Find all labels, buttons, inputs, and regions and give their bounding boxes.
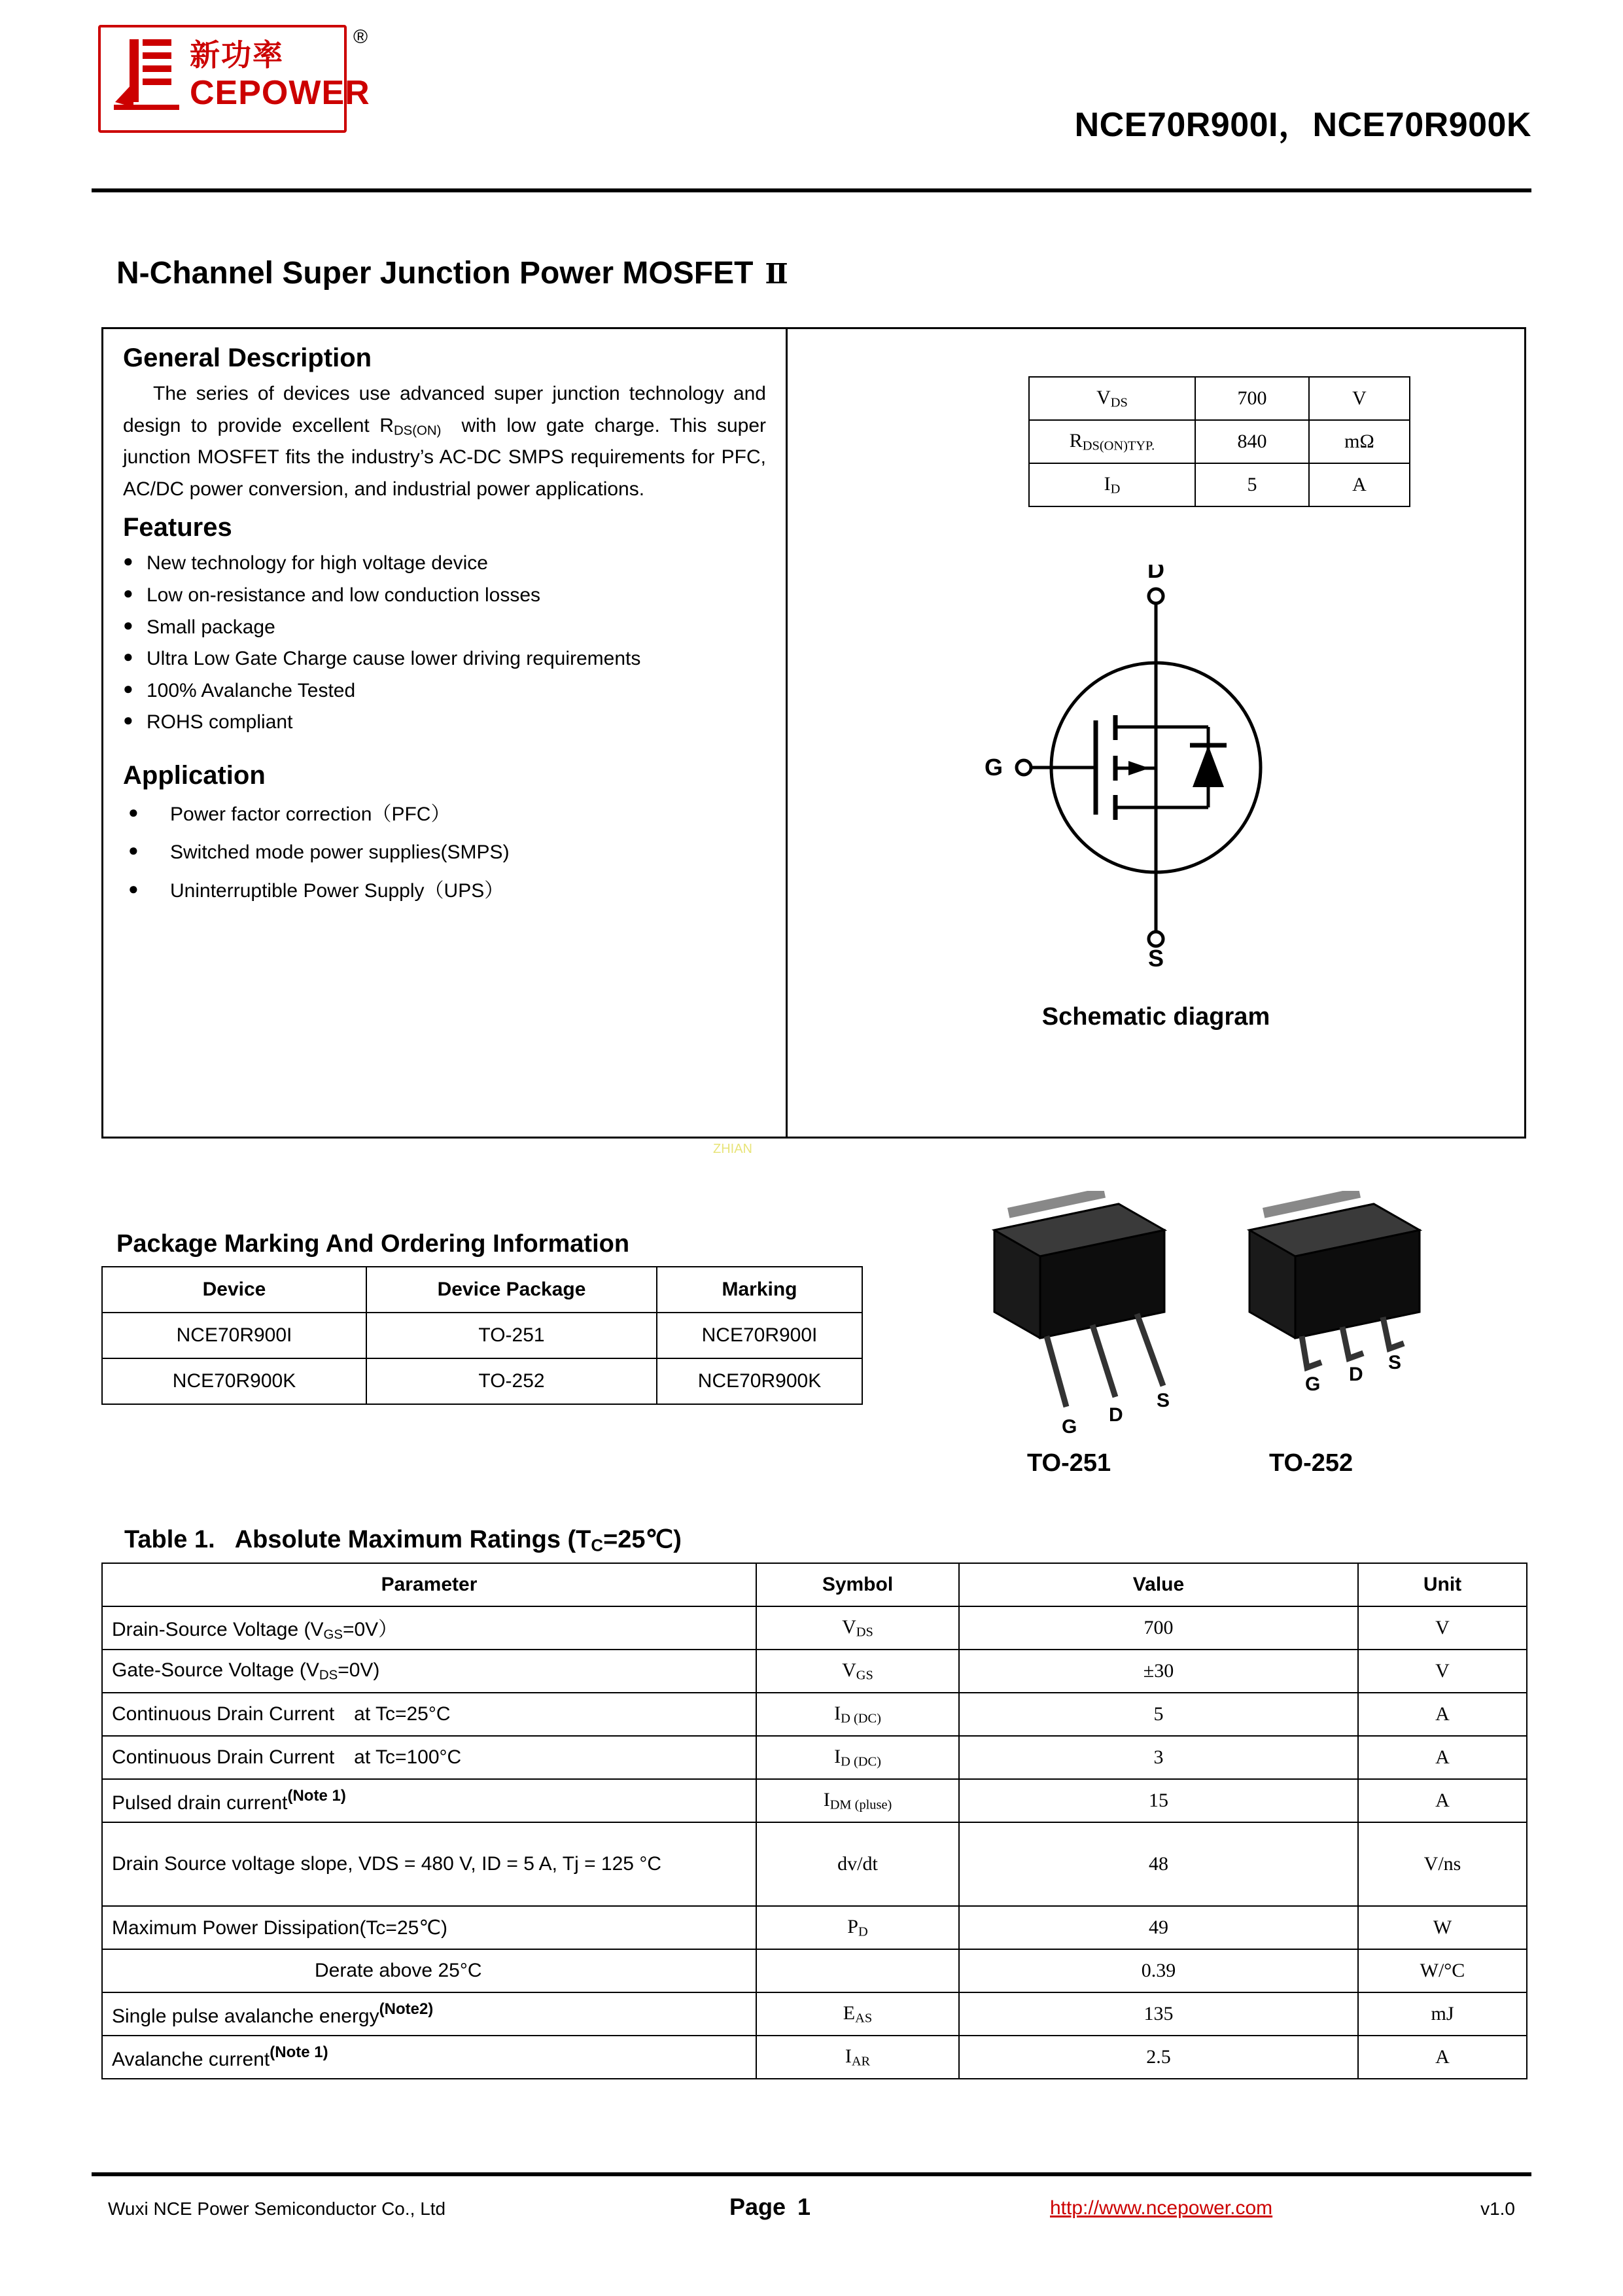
table1-title: Absolute Maximum Ratings (T	[234, 1526, 591, 1553]
general-description-heading: General Description	[123, 344, 372, 372]
logo-mark-icon	[110, 34, 188, 113]
table-row	[1029, 377, 1410, 420]
cell-unit: A	[1358, 1693, 1527, 1736]
cell-device: NCE70R900K	[102, 1358, 366, 1404]
param-note: (Note 1)	[270, 2043, 328, 2061]
param-tail: =0V)	[338, 1659, 380, 1681]
column-header-marking: Marking	[657, 1267, 862, 1313]
table-header-row	[102, 1563, 1527, 1606]
gd-part1: The series of devices use advanced super junction technology and design to provide excellent R	[123, 383, 766, 436]
document-title-text: N-Channel Super Junction Power MOSFET	[116, 256, 754, 291]
cell-parameter: Continuous Drain Current at Tc=100°C	[102, 1736, 756, 1779]
sym-main: I	[834, 1745, 841, 1767]
param-note: (Note2)	[379, 2000, 434, 2018]
list-item: ● ROHS compliant	[123, 707, 766, 739]
table-row	[1029, 420, 1410, 463]
cell-unit: A	[1358, 1736, 1527, 1779]
overview-box	[101, 327, 1526, 1139]
package-outline-images	[968, 1191, 1492, 1466]
package-marking-table	[101, 1266, 863, 1405]
sym-main: P	[847, 1915, 858, 1937]
overview-right-column	[788, 329, 1524, 1137]
cell-symbol	[756, 1736, 959, 1779]
company-logo	[92, 20, 370, 144]
document-title	[116, 255, 788, 291]
cell-parameter	[102, 1606, 756, 1650]
cell-value: 3	[959, 1736, 1358, 1779]
svg-text:G: G	[1062, 1416, 1077, 1438]
page-title: NCE70R900I，NCE70R900K	[1074, 106, 1531, 144]
cell-parameter: Drain Source voltage slope, VDS = 480 V, ID = 5 A, Tj = 125 °C	[102, 1822, 756, 1906]
sym-sub: GS	[856, 1668, 873, 1683]
cell-symbol	[756, 1906, 959, 1949]
cell-package: TO-251	[366, 1313, 657, 1358]
spec-unit: A	[1309, 463, 1410, 506]
cell-value: ±30	[959, 1650, 1358, 1693]
spec-value: 840	[1195, 420, 1309, 463]
table-row	[102, 1779, 1527, 1822]
cell-value: 2.5	[959, 2036, 1358, 2079]
sym-sub: DM (pluse)	[829, 1797, 892, 1812]
table-row	[102, 1992, 1527, 2036]
to252-drawing	[1249, 1191, 1420, 1395]
list-item: ● New technology for high voltage device	[123, 548, 766, 580]
svg-text:G: G	[984, 754, 1003, 781]
spec-value: 5	[1195, 463, 1309, 506]
cell-unit: W/°C	[1358, 1949, 1527, 1992]
to251-drawing	[994, 1191, 1170, 1438]
spec-symbol-main: R	[1069, 429, 1083, 451]
overview-left-column	[103, 329, 786, 1137]
column-header-symbol: Symbol	[756, 1563, 959, 1606]
param-text: Gate-Source Voltage (V	[112, 1659, 319, 1681]
table-row	[102, 1736, 1527, 1779]
sym-sub: D	[858, 1924, 868, 1939]
table-row	[102, 1313, 862, 1358]
param-note: (Note 1)	[287, 1786, 346, 1805]
schematic-caption: Schematic diagram	[1041, 1003, 1270, 1031]
cell-device: NCE70R900I	[102, 1313, 366, 1358]
svg-text:D: D	[1109, 1404, 1123, 1426]
cell-value: 0.39	[959, 1949, 1358, 1992]
features-list	[123, 548, 766, 739]
spec-symbol-main: V	[1096, 386, 1111, 408]
features-heading: Features	[123, 513, 232, 542]
cell-marking: NCE70R900I	[657, 1313, 862, 1358]
cell-parameter	[102, 2036, 756, 2079]
cell-package: TO-252	[366, 1358, 657, 1404]
column-header-parameter: Parameter	[102, 1563, 756, 1606]
page-header	[92, 20, 1531, 170]
list-item: ● Low on-resistance and low conduction losses	[123, 580, 766, 612]
cell-marking: NCE70R900K	[657, 1358, 862, 1404]
sym-main: I	[834, 1702, 841, 1724]
cell-unit: W	[1358, 1906, 1527, 1949]
package-marking-heading: Package Marking And Ordering Information	[116, 1230, 630, 1258]
spec-symbol	[1029, 377, 1195, 420]
list-item: ● Small package	[123, 612, 766, 644]
list-item: ● Uninterruptible Power Supply（UPS）	[123, 872, 766, 911]
cell-symbol	[756, 1606, 959, 1650]
cell-parameter: Maximum Power Dissipation(Tc=25℃)	[102, 1906, 756, 1949]
table-row	[1029, 463, 1410, 506]
cell-unit: A	[1358, 1779, 1527, 1822]
spec-symbol-sub: DS(ON)TYP.	[1082, 438, 1155, 453]
header-divider	[92, 188, 1531, 192]
spec-symbol-sub: D	[1110, 482, 1121, 497]
document-title-roman: Ⅱ	[765, 258, 788, 290]
table1-title-sub: C	[591, 1536, 604, 1555]
table1-heading	[124, 1525, 682, 1556]
watermark-text: ZHIAN	[713, 1142, 752, 1156]
package-label-to252: TO-252	[1269, 1449, 1353, 1477]
cell-symbol	[756, 2036, 959, 2079]
mosfet-schematic-icon	[953, 565, 1359, 970]
page-footer	[101, 2192, 1522, 2231]
cell-symbol	[756, 1650, 959, 1693]
absolute-maximum-ratings-table	[101, 1563, 1527, 2079]
param-tail: =0V）	[342, 1619, 398, 1641]
spec-unit: mΩ	[1309, 420, 1410, 463]
footer-website-link[interactable]: http://www.ncepower.com	[1050, 2197, 1273, 2219]
spec-symbol	[1029, 420, 1195, 463]
sym-sub: AS	[855, 2011, 873, 2026]
cell-unit: V	[1358, 1650, 1527, 1693]
cell-unit: V	[1358, 1606, 1527, 1650]
gd-subscript: DS(ON)	[393, 423, 442, 438]
spec-unit: V	[1309, 377, 1410, 420]
list-item: ● Ultra Low Gate Charge cause lower driving requirements	[123, 643, 766, 675]
svg-text:G: G	[1305, 1373, 1321, 1395]
table-row	[102, 2036, 1527, 2079]
sym-main: V	[842, 1659, 856, 1681]
table-row	[102, 1906, 1527, 1949]
general-description-body	[123, 378, 766, 505]
cell-unit: V/ns	[1358, 1822, 1527, 1906]
sym-main: E	[843, 2002, 856, 2024]
cell-parameter: Continuous Drain Current at Tc=25°C	[102, 1693, 756, 1736]
svg-text:D: D	[1349, 1364, 1363, 1385]
gd-part2: with low gate charge. This super junction MOSFET fits the industry’s AC-DC SMPS requirements for PFC, AC/DC power conversion, and industrial power applications.	[123, 414, 767, 500]
column-header-unit: Unit	[1358, 1563, 1527, 1606]
column-header-device: Device	[102, 1267, 366, 1313]
registered-trademark-icon: ®	[353, 26, 368, 48]
cell-unit: mJ	[1358, 1992, 1527, 2036]
cell-parameter	[102, 1650, 756, 1693]
param-sub: GS	[323, 1627, 343, 1642]
column-header-value: Value	[959, 1563, 1358, 1606]
spec-value: 700	[1195, 377, 1309, 420]
table-row	[102, 1949, 1527, 1992]
list-item: ● Power factor correction（PFC）	[123, 796, 766, 834]
cell-value: 15	[959, 1779, 1358, 1822]
sym-main: V	[842, 1616, 856, 1638]
application-list	[123, 796, 766, 911]
svg-text:S: S	[1388, 1352, 1402, 1373]
table-row	[102, 1650, 1527, 1693]
cell-parameter	[102, 1949, 756, 1992]
spec-symbol	[1029, 463, 1195, 506]
cell-symbol: dv/dt	[756, 1822, 959, 1906]
cell-symbol	[756, 1693, 959, 1736]
cell-value: 49	[959, 1906, 1358, 1949]
table1-title-suffix: =25℃)	[603, 1526, 682, 1553]
table1-number: Table 1.	[124, 1526, 215, 1553]
footer-version: v1.0	[1480, 2199, 1515, 2219]
sym-sub: D (DC)	[841, 1711, 881, 1726]
cell-value: 700	[959, 1606, 1358, 1650]
table-row	[102, 1606, 1527, 1650]
application-heading: Application	[123, 760, 266, 790]
sym-sub: AR	[851, 2054, 871, 2069]
footer-page-number: Page 1	[729, 2193, 811, 2220]
key-spec-table	[1028, 376, 1410, 507]
cell-value: 5	[959, 1693, 1358, 1736]
logo-text-english: CEPOWER	[190, 74, 370, 112]
cell-value: 48	[959, 1822, 1358, 1906]
column-header-package: Device Package	[366, 1267, 657, 1313]
cell-unit: A	[1358, 2036, 1527, 2079]
svg-text:D: D	[1147, 565, 1164, 583]
cell-parameter	[102, 1779, 756, 1822]
cell-symbol	[756, 1779, 959, 1822]
list-item: ● 100% Avalanche Tested	[123, 675, 766, 707]
cell-symbol	[756, 1992, 959, 2036]
footer-company: Wuxi NCE Power Semiconductor Co., Ltd	[108, 2199, 446, 2219]
spec-symbol-sub: DS	[1110, 395, 1128, 410]
list-item: ● Switched mode power supplies(SMPS)	[123, 834, 766, 872]
sym-sub: D (DC)	[841, 1754, 881, 1769]
footer-divider	[92, 2172, 1531, 2176]
param-text: Single pulse avalanche energy	[112, 2005, 379, 2028]
param-text: Pulsed drain current	[112, 1792, 288, 1814]
cell-symbol	[756, 1949, 959, 1992]
table-header-row	[102, 1267, 862, 1313]
sym-main: I	[823, 1788, 830, 1810]
table-row	[102, 1358, 862, 1404]
param-text: Drain-Source Voltage (V	[112, 1619, 324, 1641]
table-row	[102, 1693, 1527, 1736]
cell-parameter	[102, 1992, 756, 2036]
logo-text-chinese: 新功率	[190, 37, 284, 73]
spec-symbol-main: I	[1104, 472, 1111, 495]
cell-value: 135	[959, 1992, 1358, 2036]
param-sub: DS	[319, 1668, 338, 1683]
param-text: Derate above 25°C	[315, 1960, 482, 1981]
sym-sub: DS	[856, 1625, 873, 1640]
svg-text:S: S	[1147, 945, 1164, 970]
package-label-to251: TO-251	[1027, 1449, 1111, 1477]
svg-text:S: S	[1157, 1390, 1170, 1411]
param-text: Avalanche current	[112, 2049, 270, 2071]
sym-main: I	[845, 2045, 852, 2067]
table-row	[102, 1822, 1527, 1906]
